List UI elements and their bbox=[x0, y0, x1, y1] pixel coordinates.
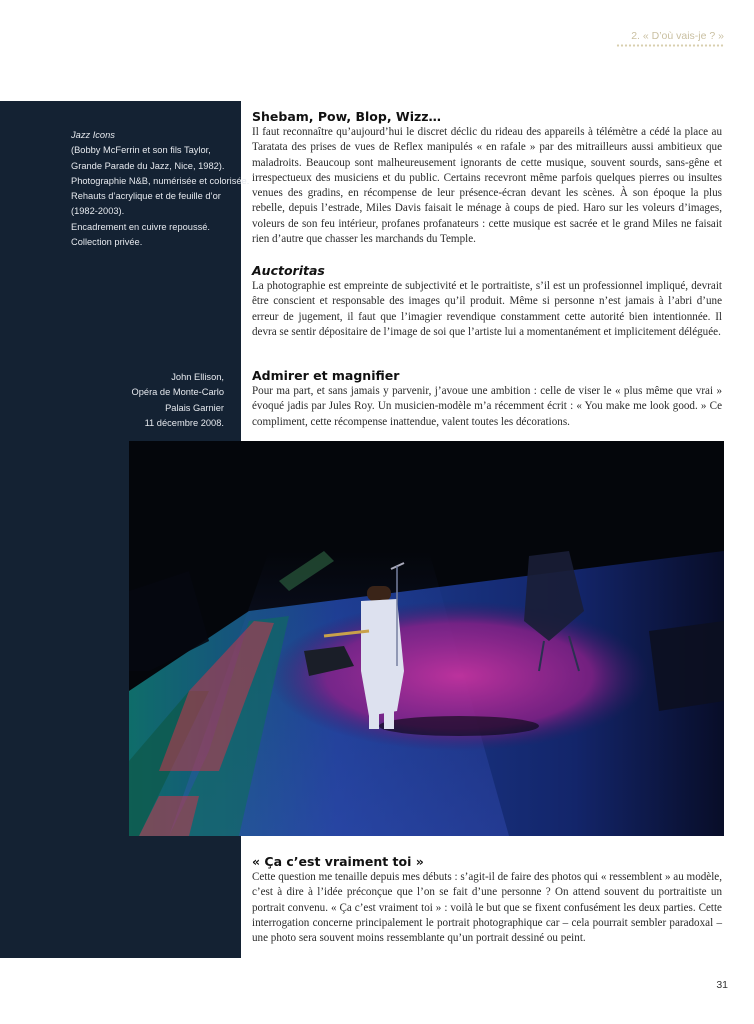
caption-line: John Ellison, bbox=[171, 372, 224, 382]
caption-line: Opéra de Monte-Carlo bbox=[131, 387, 224, 398]
caption-line: (Bobby McFerrin et son fils Taylor, bbox=[71, 145, 211, 156]
section-shebam bbox=[252, 109, 722, 247]
section-text: Cette question me tenaille depuis mes débuts : s’agit-il de faire des photos qui « ressemblent » au modèle, c’est à dire à l’idée préconçue que l’on se fait d’une personne ? On attend souvent du portraitiste un portrait convenu. « Ça c’est vraiment toi » : voilà le but que se fixent confusément les deux parties. Cette interrogation concerne principalement le portrait photographique car – cela pourrait sembler paradoxal – une photo sera souvent moins ressemblante qu’un portrait dessiné ou peint. bbox=[252, 871, 722, 945]
section-admirer bbox=[252, 368, 722, 430]
section-auctoritas bbox=[252, 263, 722, 340]
section-ca-cest-vraiment-toi bbox=[252, 854, 722, 946]
header-dotted-rule bbox=[616, 44, 724, 47]
caption-line: Encadrement en cuivre repoussé. bbox=[71, 221, 211, 232]
caption-line: Rehauts d’acrylique et de feuille d’or bbox=[71, 191, 221, 202]
caption-line: 11 décembre 2008. bbox=[144, 417, 224, 428]
chapter-header: 2. « D’où vais-je ? » bbox=[631, 30, 724, 42]
section-heading: Admirer et magnifier bbox=[252, 368, 400, 383]
caption-line: Palais Garnier bbox=[165, 402, 224, 413]
section-text: La photographie est empreinte de subjectivité et le portraitiste, s’il est un professionnel impliqué, devrait être conscient et responsable des images qu’il produit. Même si personne n’est jamais à l’abri d’une erreur de jugement, il faut que l’imagier revendique constamment cette autorité bien intentionnée. Il devra se sentir dépositaire de l’image de soi que l’artiste lui a momentanément et implicitement déléguée. bbox=[252, 280, 722, 338]
section-text: Il faut reconnaître qu’aujourd’hui le discret déclic du rideau des appareils à télémètre a cédé la place au Taratata des prises de vues de Reflex manipulés « en rafale » par des mitrailleurs aussi ambitieux que maladroits. Beaucoup sont malheureusement ignorants de cette musique, souvent sourds, sans-gêne et irrespectueux des musiciens et du public. Certains recevront même parfois quelques pierres ou insultes venues des gradins, en récompense de leur présence-écran devant les scènes. À son époque la plus rebelle, depuis l’estrade, Miles Davis faisait le ménage à coups de pied. Haro sur les voleurs d’images, voleurs de son feu intérieur, profanes profanateurs : cette musique est sacrée et le grand Miles ne faisait rien d’autre que chasser les marchands du Temple. bbox=[252, 126, 722, 246]
concert-photo bbox=[129, 441, 724, 836]
caption-line: (1982-2003). bbox=[71, 206, 125, 217]
section-heading: Shebam, Pow, Blop, Wizz… bbox=[252, 109, 442, 124]
caption-line: Photographie N&B, numérisée et colorisée. bbox=[71, 175, 250, 186]
section-heading: « Ça c’est vraiment toi » bbox=[252, 854, 424, 869]
caption-jazz-icons bbox=[71, 128, 250, 250]
caption-title: Jazz Icons bbox=[71, 130, 115, 140]
caption-photo bbox=[54, 370, 224, 431]
section-heading: Auctoritas bbox=[252, 263, 325, 278]
caption-line: Collection privée. bbox=[71, 237, 143, 248]
caption-line: Grande Parade du Jazz, Nice, 1982). bbox=[71, 160, 225, 171]
section-text: Pour ma part, et sans jamais y parvenir, j’avoue une ambition : celle de viser le « plus même que vrai » évoqué jadis par Jules Roy. Un musicien-modèle m’a récemment écrit : « You make me look good. » Ce compliment, cette récompense inattendue, valent toutes les décorations. bbox=[252, 385, 722, 428]
page-number: 31 bbox=[716, 979, 728, 991]
